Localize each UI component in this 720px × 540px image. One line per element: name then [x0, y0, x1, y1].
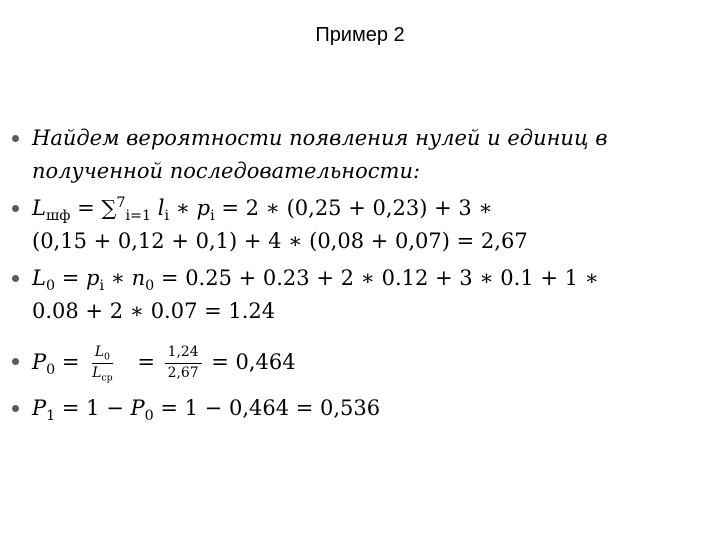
bullet-dot-icon: [12, 358, 19, 365]
var-n: n: [131, 266, 146, 290]
sub-0: 0: [46, 361, 56, 378]
sub-1: 1: [46, 407, 56, 424]
formula-l0: [8, 262, 708, 328]
formula-result: = 0,464: [204, 350, 296, 374]
intro-text: Найдем вероятности появления нулей и единиц в полученной последовательности:: [32, 126, 608, 183]
sum-upper-limit: 7: [116, 195, 126, 212]
sub-i: i: [99, 277, 105, 294]
var-l: L: [32, 266, 46, 290]
equals-sign: =: [77, 196, 102, 220]
formula-line2: 0.08 + 2 ∗ 0.07 = 1.24: [32, 299, 276, 323]
formula-l-sf: [8, 192, 708, 258]
fraction-numerator: $L_0$: [92, 345, 113, 364]
fraction-numeric: [165, 345, 202, 382]
var-p: p: [196, 196, 211, 220]
sub-i-p: i: [210, 207, 215, 224]
sub-0: 0: [45, 277, 56, 294]
var-l: L: [32, 196, 46, 220]
intro-bullet: [8, 122, 708, 188]
equals-sign: =: [61, 266, 86, 290]
bullet-dot-icon: [12, 205, 19, 212]
equals-sign: =: [61, 350, 87, 374]
sub-0-n: 0: [145, 277, 155, 294]
var-p: P: [32, 396, 47, 420]
bullet-dot-icon: [12, 135, 19, 142]
formula-p1: [8, 392, 708, 425]
formula-line1-rest: = 0.25 + 0.23 + 2 ∗ 0.12 + 3 ∗ 0.1 + 1 ∗: [154, 266, 599, 290]
fraction-numerator: 1,24: [165, 345, 202, 364]
var-p: P: [32, 350, 47, 374]
fraction-l0-over-lcp: [89, 345, 116, 382]
fraction-denominator: 2,67: [167, 365, 199, 381]
formula-mid: = 1 −: [55, 396, 131, 420]
formula-rest: = 1 − 0,464 = 0,536: [153, 396, 381, 420]
fraction-denominator: $L_{ср}$: [92, 365, 113, 384]
times-sign: ∗: [175, 196, 197, 220]
sum-sign: ∑: [101, 196, 117, 220]
equals-sign: =: [130, 350, 162, 374]
sum-lower-limit: i=1: [125, 207, 152, 224]
bullet-dot-icon: [12, 275, 19, 282]
var-p: p: [86, 266, 100, 290]
var-p0: P: [130, 396, 145, 420]
formula-p0: [8, 342, 708, 382]
slide-title: Пример 2: [315, 24, 405, 46]
times-sign: ∗: [104, 266, 132, 290]
sub-i: i: [164, 207, 169, 224]
sub-0: 0: [144, 407, 154, 424]
sub-sf: шф: [45, 207, 71, 224]
bullet-dot-icon: [12, 405, 19, 412]
formula-line1-rest: = 2 ∗ (0,25 + 0,23) + 3 ∗: [214, 196, 493, 220]
var-l-small: l: [157, 196, 165, 220]
bullet-list: [8, 122, 708, 425]
formula-line2: (0,15 + 0,12 + 0,1) + 4 ∗ (0,08 + 0,07) = 2,67: [32, 229, 528, 253]
